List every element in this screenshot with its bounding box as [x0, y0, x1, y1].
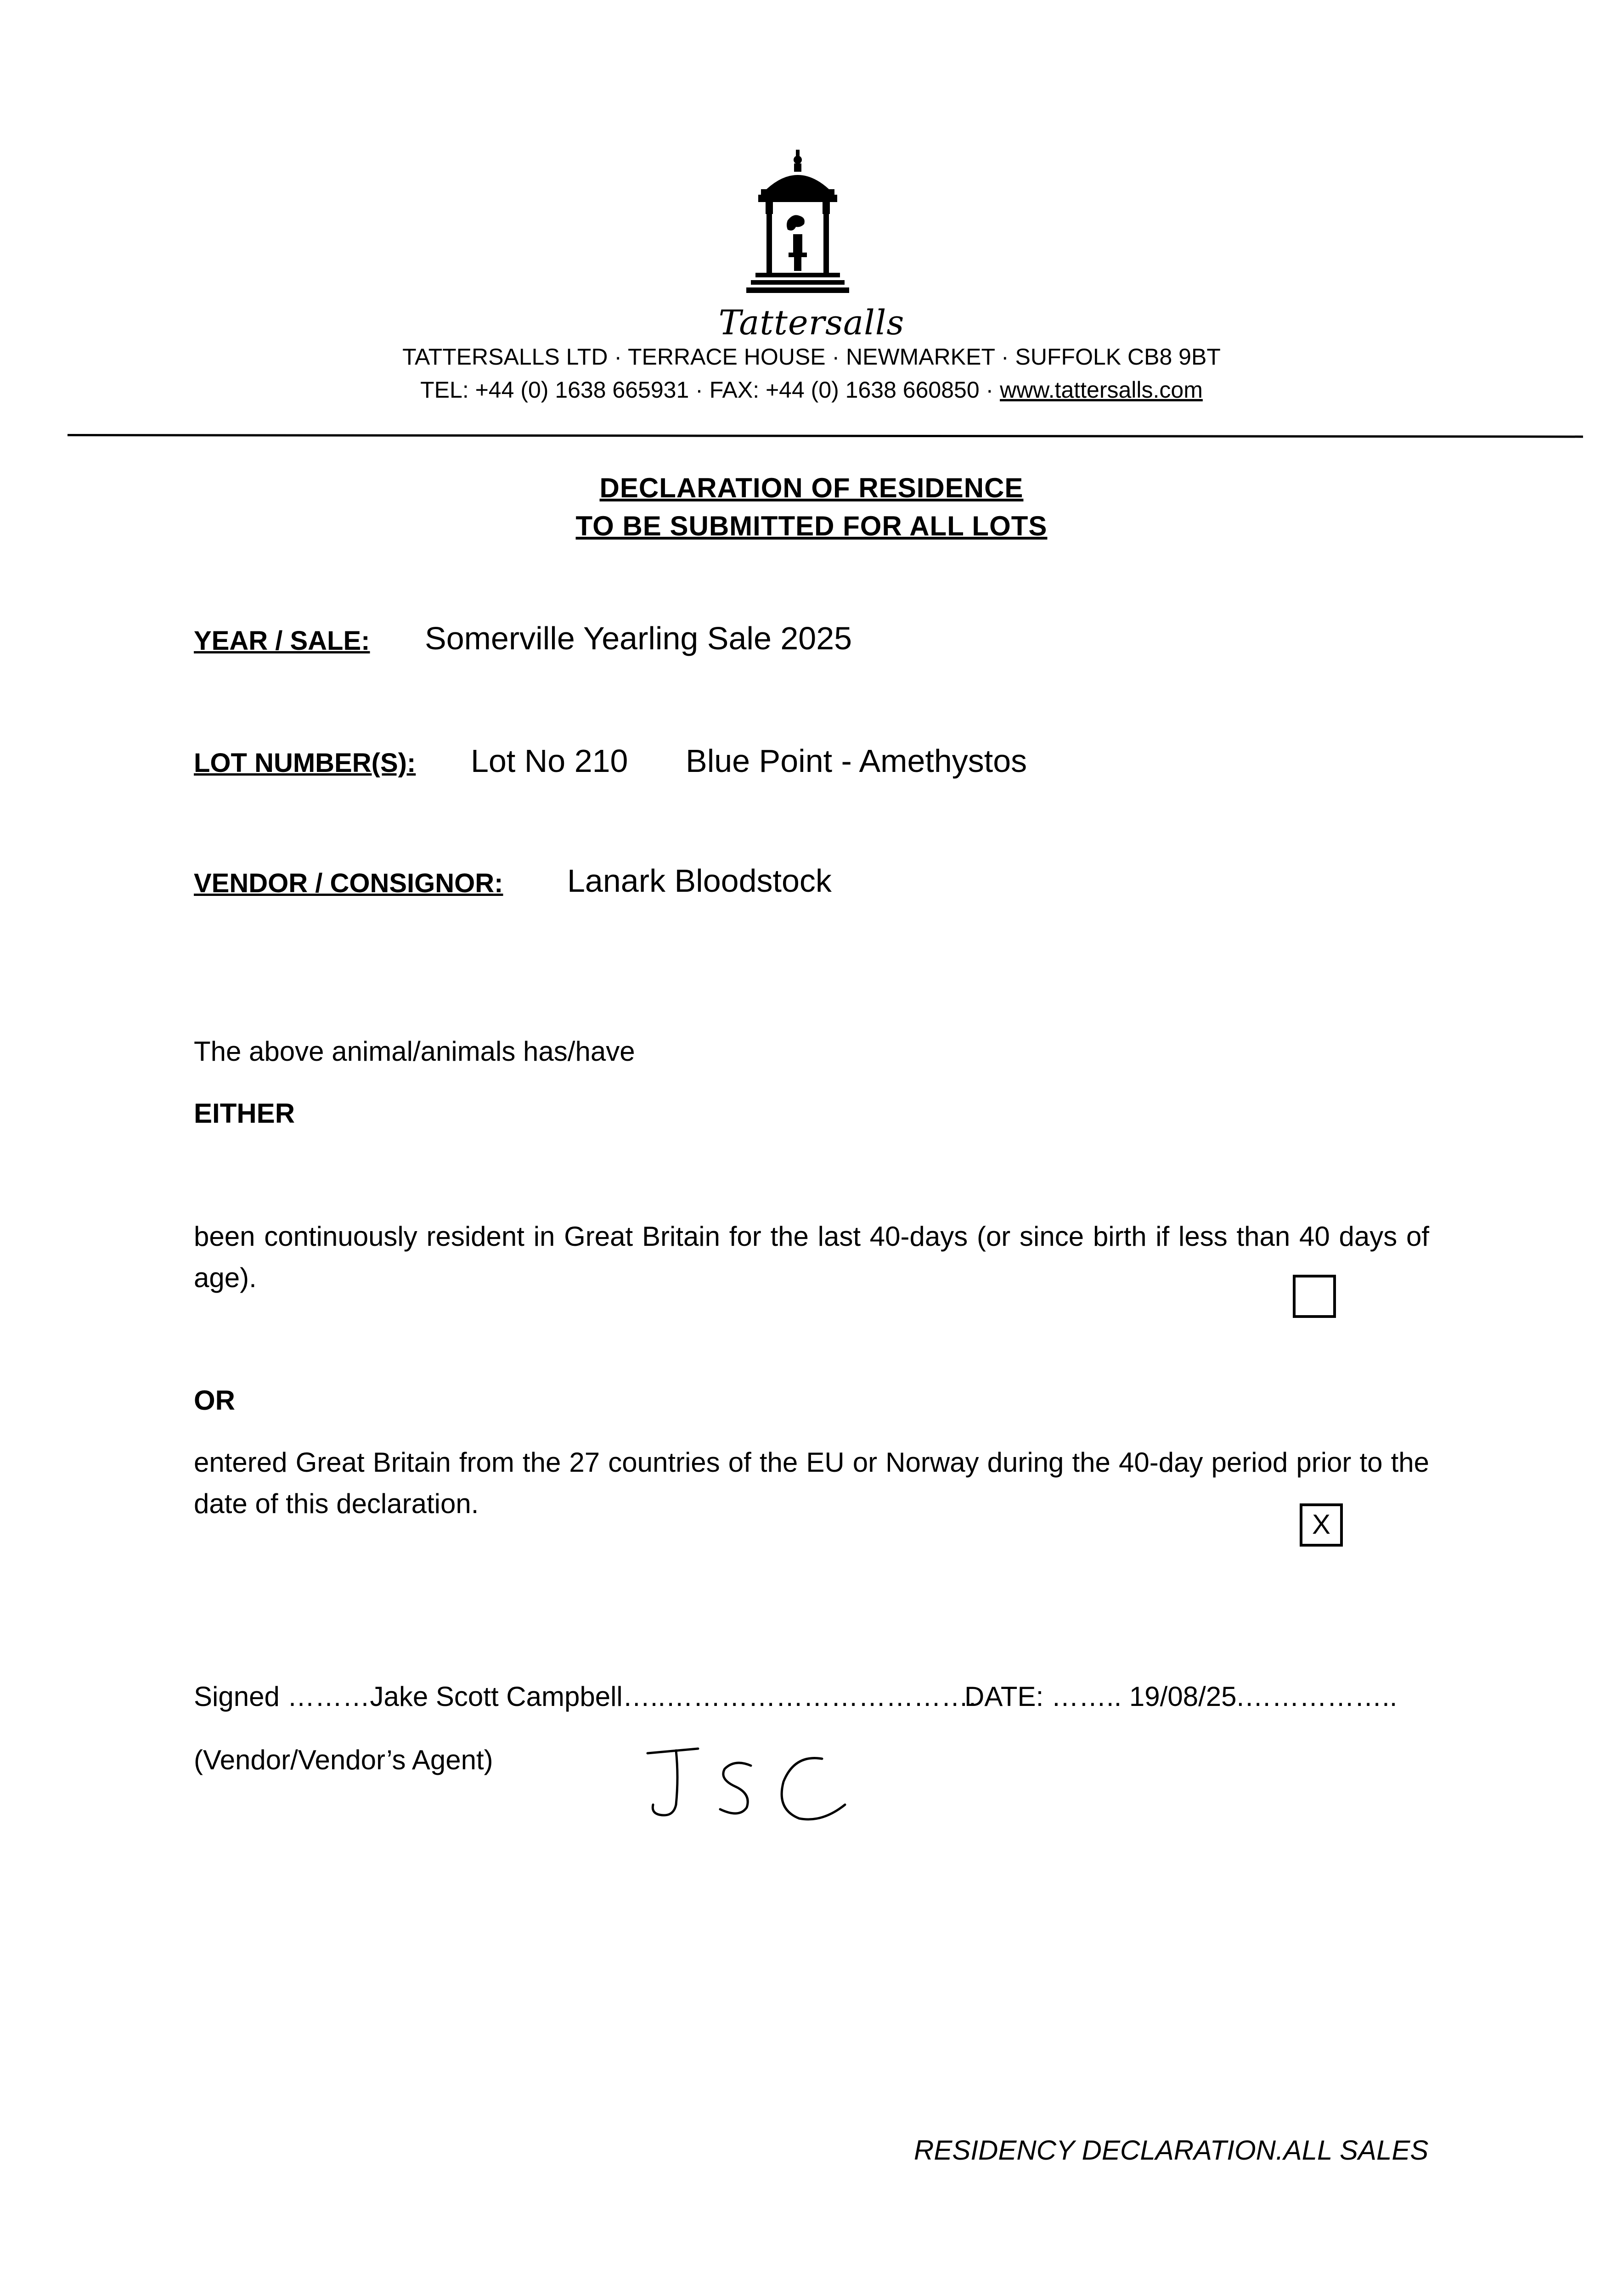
signed-line: Signed ………Jake Scott Campbell…..……………………………. — [194, 1681, 976, 1712]
contact-phone-fax: TEL: +44 (0) 1638 665931 · FAX: +44 (0) 1638 660850 · — [420, 377, 1000, 403]
footer-document-id: RESIDENCY DECLARATION.ALL SALES — [914, 2135, 1429, 2166]
website-link[interactable]: www.tattersalls.com — [1000, 377, 1203, 403]
or-label: OR — [194, 1385, 235, 1416]
option-entered-gb-text: entered Great Britain from the 27 countries of the EU or Norway during the 40-day period prior to the date of this declaration. — [194, 1447, 1429, 1519]
vendor-consignor-value: Lanark Bloodstock — [567, 863, 832, 899]
year-sale-label: YEAR / SALE: — [194, 626, 370, 656]
intro-text: The above animal/animals has/have — [194, 1036, 635, 1067]
header-divider — [68, 434, 1583, 438]
either-label: EITHER — [194, 1098, 295, 1129]
date-line: DATE: …….. 19/08/25.…………….. — [964, 1681, 1398, 1712]
option-continuous-residence-text: been continuously resident in Great Britain for the last 40-days (or since birth if less than 40 days of age). — [194, 1221, 1429, 1293]
lot-number-value: Lot No 210 — [471, 743, 628, 779]
contact-line — [0, 377, 1623, 403]
rotunda-pavilion-logo-icon — [738, 147, 857, 312]
address-line: TATTERSALLS LTD · TERRACE HOUSE · NEWMARKET · SUFFOLK CB8 9BT — [402, 344, 1221, 370]
option-entered-gb-checkbox[interactable]: X — [1300, 1503, 1343, 1547]
vendor-consignor-label: VENDOR / CONSIGNOR: — [194, 868, 503, 898]
lot-number-label: LOT NUMBER(S): — [194, 748, 416, 778]
signer-role: (Vendor/Vendor’s Agent) — [194, 1745, 493, 1775]
document-title: DECLARATION OF RESIDENCE — [599, 473, 1024, 503]
lot-horse-pedigree: Blue Point - Amethystos — [686, 743, 1027, 779]
brand-name: Tattersalls — [718, 303, 905, 343]
option-continuous-residence-checkbox[interactable] — [1293, 1275, 1336, 1318]
handwritten-signature — [643, 1740, 854, 1832]
document-subtitle: TO BE SUBMITTED FOR ALL LOTS — [575, 511, 1048, 541]
year-sale-value: Somerville Yearling Sale 2025 — [425, 620, 852, 656]
